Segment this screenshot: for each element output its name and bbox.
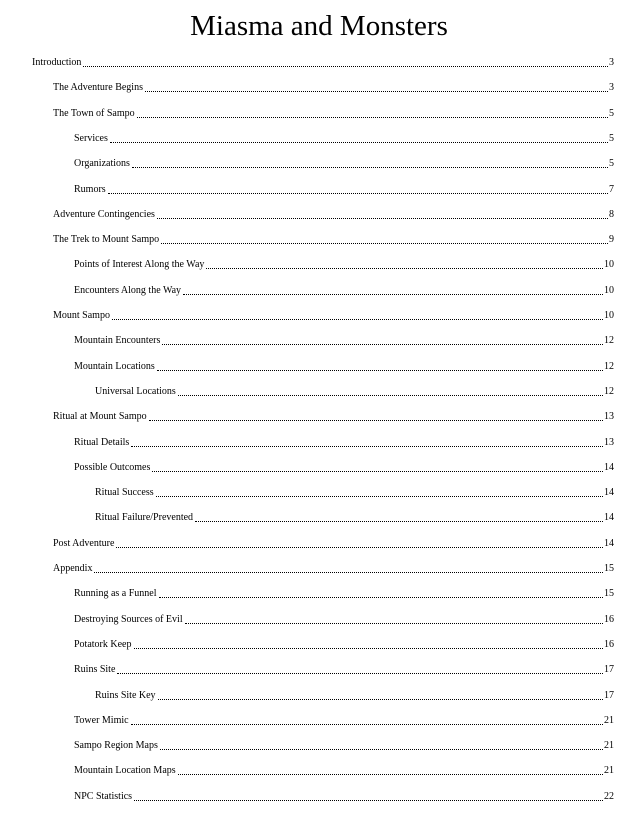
toc-dot-leader [131,445,603,447]
toc-dot-leader [156,495,603,497]
toc-dot-leader [134,799,603,801]
toc-entry-page-number: 16 [604,638,614,650]
toc-dot-leader [159,596,604,598]
toc-dot-leader [195,520,603,522]
toc-dot-leader [145,90,608,92]
toc-entry-label: Ritual at Mount Sampo [53,411,147,423]
toc-entry[interactable] [53,226,614,246]
toc-dot-leader [116,546,603,548]
toc-entry-label: Rumors [74,183,106,195]
toc-entry-page-number: 3 [609,57,614,68]
toc-entry-page-number: 21 [604,714,614,726]
toc-entry[interactable] [74,580,614,600]
toc-dot-leader [160,748,603,750]
toc-entry[interactable] [53,302,614,322]
toc-entry-page-number: 15 [604,588,614,600]
toc-entry-label: NPC Statistics [74,790,133,802]
toc-entry[interactable] [74,353,614,373]
toc-entry[interactable] [74,631,614,651]
toc-entry-page-number: 10 [604,310,614,321]
toc-entry[interactable] [74,150,614,170]
toc-entry-label: Universal Locations [95,385,176,397]
toc-entry-label: Ruins Site Key [95,689,156,701]
toc-entry-page-number: 7 [609,183,614,195]
toc-entry[interactable] [32,49,614,69]
toc-entry-label: Running as a Funnel [74,588,157,600]
toc-entry[interactable] [74,606,614,626]
toc-dot-leader [110,141,608,143]
toc-entry-page-number: 8 [609,208,614,220]
toc-entry-label: The Town of Sampo [53,107,135,119]
toc-entry-page-number: 10 [604,284,614,296]
toc-dot-leader [117,672,603,674]
toc-entry-page-number: 21 [604,740,614,752]
document-title: Miasma and Monsters [190,10,448,42]
toc-dot-leader [83,65,608,67]
toc-entry-label: Ritual Failure/Prevented [95,512,194,524]
toc-entry-label: The Adventure Begins [53,82,143,94]
toc-entry[interactable] [74,732,614,752]
toc-entry-label: Points of Interest Along the Way [74,259,205,271]
toc-entry-label: Mount Sampo [53,310,110,321]
toc-entry-page-number: 14 [604,487,614,499]
toc-entry-page-number: 15 [604,563,614,574]
toc-entry[interactable] [74,757,614,777]
toc-entry-page-number: 12 [604,360,614,372]
toc-entry-label: Potatork Keep [74,638,132,650]
toc-dot-leader [158,698,603,700]
toc-entry-label: Mountain Location Maps [74,765,176,777]
toc-entry-page-number: 5 [609,107,614,119]
toc-entry-page-number: 14 [604,512,614,524]
toc-entry[interactable] [74,429,614,449]
toc-dot-leader [183,293,603,295]
toc-entry-label: Possible Outcomes [74,461,151,473]
toc-entry[interactable] [53,100,614,120]
toc-entry-label: Organizations [74,158,130,170]
toc-entry-label: Post Adventure [53,537,115,549]
toc-dot-leader [157,369,603,371]
toc-entry[interactable] [95,378,614,398]
toc-entry-page-number: 16 [604,613,614,625]
toc-dot-leader [149,419,603,421]
toc-entry-page-number: 21 [604,765,614,777]
toc-dot-leader [157,217,608,219]
toc-entry-page-number: 3 [609,82,614,94]
toc-dot-leader [108,192,608,194]
toc-dot-leader [94,571,603,573]
toc-entry-label: Mountain Encounters [74,335,161,347]
toc-dot-leader [137,116,608,118]
toc-entry-label: Ritual Details [74,436,130,448]
toc-entry[interactable] [53,530,614,550]
toc-entry[interactable] [74,251,614,271]
toc-entry-page-number: 12 [604,335,614,347]
toc-entry-label: Ritual Success [95,487,154,499]
toc-entry[interactable] [74,176,614,196]
toc-dot-leader [162,343,603,345]
toc-entry-label: Ruins Site [74,664,116,676]
toc-entry-page-number: 17 [604,664,614,676]
toc-entry-label: Services [74,132,108,144]
toc-entry[interactable] [74,783,614,803]
toc-entry-label: Destroying Sources of Evil [74,613,183,625]
toc-entry-label: Sampo Region Maps [74,740,158,752]
toc-entry[interactable] [95,479,614,499]
toc-entry-label: Tower Mimic [74,714,129,726]
toc-entry[interactable] [53,201,614,221]
toc-entry[interactable] [74,277,614,297]
toc-dot-leader [161,242,608,244]
toc-dot-leader [206,267,603,269]
toc-entry-page-number: 17 [604,689,614,701]
toc-entry[interactable] [74,125,614,145]
toc-entry-page-number: 9 [609,234,614,246]
toc-entry[interactable] [53,74,614,94]
toc-dot-leader [178,394,603,396]
toc-entry-label: Introduction [32,57,82,68]
toc-entry-page-number: 5 [609,132,614,144]
toc-dot-leader [131,723,603,725]
toc-dot-leader [152,470,603,472]
toc-entry[interactable] [74,707,614,727]
toc-dot-leader [178,773,603,775]
toc-dot-leader [185,622,603,624]
toc-entry-label: Mountain Locations [74,360,155,372]
toc-entry-label: Adventure Contingencies [53,208,155,220]
toc-entry[interactable] [95,682,614,702]
toc-entry[interactable] [53,403,614,423]
toc-entry-page-number: 12 [604,385,614,397]
toc-entry-page-number: 22 [604,790,614,802]
toc-entry[interactable] [95,504,614,524]
toc-entry-page-number: 10 [604,259,614,271]
toc-entry-label: Appendix [53,563,93,574]
toc-entry[interactable] [53,555,614,575]
toc-entry-label: Encounters Along the Way [74,284,182,296]
toc-dot-leader [134,647,604,649]
toc-entry[interactable] [74,656,614,676]
toc-entry-label: The Trek to Mount Sampo [53,234,160,246]
toc-entry-page-number: 14 [604,537,614,549]
toc-dot-leader [112,318,603,320]
toc-entry-page-number: 13 [604,436,614,448]
toc-entry-page-number: 13 [604,411,614,423]
toc-entry[interactable] [74,327,614,347]
toc-entry[interactable] [74,454,614,474]
toc-entry-page-number: 5 [609,158,614,170]
toc-entry-page-number: 14 [604,461,614,473]
toc-dot-leader [132,166,608,168]
